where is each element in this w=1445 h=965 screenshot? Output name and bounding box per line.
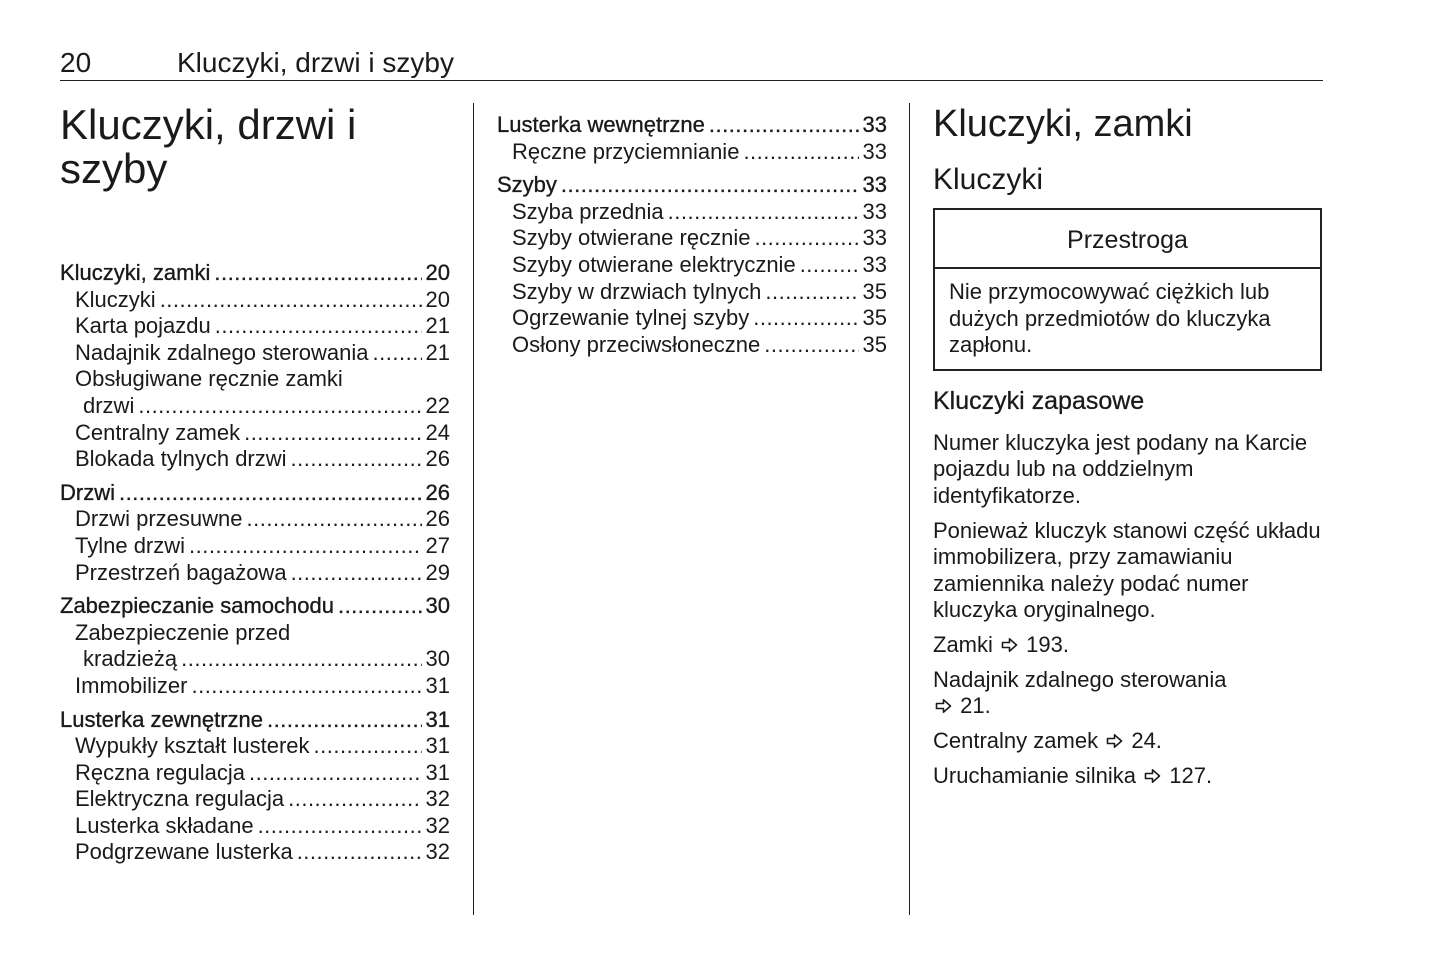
toc-page-number[interactable]: 26: [425, 446, 450, 472]
toc-entry[interactable]: [60, 760, 450, 787]
table-of-contents-left: [60, 260, 450, 866]
dot-leader: [181, 646, 421, 673]
toc-entry-label[interactable]: Lusterka składane: [75, 812, 254, 838]
toc-page-number[interactable]: 31: [425, 759, 450, 785]
toc-entry-label[interactable]: Immobilizer: [75, 672, 188, 698]
toc-entry[interactable]: [60, 707, 450, 734]
toc-page-number[interactable]: 35: [862, 331, 887, 357]
toc-entry[interactable]: [60, 646, 450, 673]
toc-entry[interactable]: [60, 340, 450, 367]
toc-entry[interactable]: [497, 225, 887, 252]
cross-reference[interactable]: [933, 632, 1333, 658]
spare-keys-heading: Kluczyki zapasowe: [933, 387, 1145, 415]
paragraph: Numer kluczyka jest podany na Karcie pojazdu lub na oddzielnym identyfikatorze.: [933, 430, 1308, 508]
toc-page-number[interactable]: 33: [862, 251, 887, 277]
dot-leader: [160, 287, 422, 314]
reference-page[interactable]: 24.: [1131, 728, 1162, 754]
dot-leader: [244, 420, 421, 447]
paragraph: Ponieważ kluczyk stanowi część układu immobilizera, przy zamawianiu zamiennika należy podać numer kluczyka oryginalnego.: [933, 517, 1321, 622]
dot-leader: [138, 393, 421, 420]
toc-entry-label[interactable]: Ręczne przyciemnianie: [512, 138, 740, 164]
toc-entry[interactable]: [60, 393, 450, 420]
dot-leader: [743, 139, 858, 166]
body-text: [933, 430, 1333, 798]
toc-page-number[interactable]: 33: [862, 225, 887, 251]
toc-page-number[interactable]: 20: [425, 260, 450, 285]
toc-entry[interactable]: [60, 560, 450, 587]
toc-page-number[interactable]: 21: [425, 339, 450, 365]
page-header: [60, 44, 1323, 81]
toc-entry[interactable]: [497, 139, 887, 166]
toc-entry-label[interactable]: Drzwi: [60, 479, 115, 505]
toc-entry[interactable]: [497, 172, 887, 199]
reference-page[interactable]: 193.: [1026, 631, 1069, 657]
dot-leader: [764, 332, 858, 359]
arrow-right-icon: [1106, 729, 1123, 745]
toc-entry-label[interactable]: Szyby otwierane elektrycznie: [512, 251, 796, 277]
column-divider: [473, 103, 474, 915]
toc-entry-label[interactable]: Podgrzewane lusterka: [75, 839, 293, 865]
toc-entry-label[interactable]: Lusterka zewnętrzne: [60, 706, 263, 732]
toc-entry-label[interactable]: Szyby: [497, 172, 557, 198]
toc-page-number[interactable]: 27: [425, 532, 450, 558]
reference-text: Centralny zamek: [933, 728, 1099, 754]
toc-page-number[interactable]: 32: [425, 839, 450, 865]
toc-entry[interactable]: [60, 673, 450, 700]
toc-entry[interactable]: [60, 593, 450, 620]
dot-leader: [561, 172, 859, 199]
reference-page[interactable]: 127.: [1169, 762, 1213, 788]
cross-reference[interactable]: [933, 667, 1333, 720]
toc-entry[interactable]: [60, 839, 450, 866]
toc-entry[interactable]: [60, 260, 450, 287]
toc-entry-label[interactable]: kradzieżą: [83, 646, 178, 672]
toc-page-number[interactable]: 32: [425, 786, 450, 812]
dot-leader: [288, 786, 421, 813]
toc-page-number[interactable]: 33: [862, 172, 887, 198]
toc-page-number[interactable]: 21: [425, 313, 450, 339]
dot-leader: [338, 593, 422, 620]
toc-entry-label[interactable]: drzwi: [83, 392, 135, 418]
toc-page-number[interactable]: 31: [425, 733, 450, 759]
section-heading: Kluczyki, zamki: [933, 103, 1193, 145]
toc-entry-label[interactable]: Blokada tylnych drzwi: [75, 446, 287, 472]
toc-entry-label[interactable]: Nadajnik zdalnego sterowania: [75, 339, 369, 365]
toc-page-number[interactable]: 33: [862, 198, 887, 224]
table-of-contents-middle: [497, 112, 887, 358]
toc-entry[interactable]: [497, 279, 887, 306]
toc-page-number[interactable]: 31: [425, 672, 450, 698]
toc-entry-label[interactable]: Elektryczna regulacja: [75, 786, 285, 812]
toc-entry[interactable]: [60, 480, 450, 507]
dot-leader: [314, 733, 422, 760]
toc-entry[interactable]: [60, 313, 450, 340]
toc-entry[interactable]: [60, 533, 450, 560]
toc-entry-label[interactable]: Karta pojazdu: [75, 313, 211, 339]
toc-page-number[interactable]: 20: [425, 286, 450, 312]
toc-page-number[interactable]: 33: [862, 138, 887, 164]
toc-entry-label[interactable]: Szyby otwierane ręcznie: [512, 225, 751, 251]
dot-leader: [267, 707, 422, 734]
toc-entry[interactable]: [497, 305, 887, 332]
reference-text: Nadajnik zdalnego sterowania: [933, 666, 1227, 692]
toc-entry-label[interactable]: Wypukły kształt lusterek: [75, 733, 310, 759]
toc-page-number[interactable]: 33: [862, 112, 887, 137]
dot-leader: [215, 313, 422, 340]
toc-page-number[interactable]: 30: [425, 646, 450, 672]
toc-entry-label[interactable]: Obsługiwane ręcznie zamki: [75, 366, 343, 392]
toc-entry-label[interactable]: Kluczyki, zamki: [60, 260, 211, 285]
toc-entry[interactable]: [60, 446, 450, 473]
reference-page[interactable]: 21.: [960, 693, 991, 719]
dot-leader: [291, 446, 422, 473]
toc-entry-label[interactable]: Kluczyki: [75, 286, 156, 312]
page-number: 20: [60, 47, 92, 78]
reference-text: Uruchamianie silnika: [933, 762, 1136, 788]
dot-leader: [247, 506, 422, 533]
dot-leader: [297, 839, 422, 866]
toc-page-number[interactable]: 31: [425, 706, 450, 732]
arrow-right-icon: [935, 694, 952, 710]
toc-entry-label[interactable]: Ogrzewanie tylnej szyby: [512, 305, 750, 331]
dot-leader: [291, 560, 422, 587]
dot-leader: [753, 305, 858, 332]
toc-page-number[interactable]: 30: [425, 593, 450, 619]
dot-leader: [373, 340, 422, 367]
toc-entry[interactable]: [60, 287, 450, 314]
arrow-right-icon: [1144, 764, 1161, 780]
toc-entry-label[interactable]: Przestrzeń bagażowa: [75, 559, 287, 585]
toc-page-number[interactable]: 32: [425, 812, 450, 838]
dot-leader: [668, 199, 859, 226]
dot-leader: [258, 813, 422, 840]
dot-leader: [191, 673, 421, 700]
toc-entry[interactable]: [60, 506, 450, 533]
toc-page-number[interactable]: 24: [425, 419, 450, 445]
cross-reference[interactable]: [933, 728, 1333, 754]
header-title: Kluczyki, drzwi i szyby: [177, 47, 454, 78]
toc-entry-label[interactable]: Zabezpieczanie samochodu: [60, 593, 334, 619]
subsection-heading: Kluczyki: [933, 163, 1044, 196]
toc-entry[interactable]: [497, 332, 887, 359]
toc-entry[interactable]: [60, 813, 450, 840]
dot-leader: [249, 760, 422, 787]
dot-leader: [765, 279, 858, 306]
dot-leader: [214, 260, 421, 287]
toc-page-number[interactable]: 26: [425, 479, 450, 505]
toc-entry-line[interactable]: [60, 366, 450, 393]
dot-leader: [754, 225, 858, 252]
toc-entry-label[interactable]: Tylne drzwi: [75, 532, 186, 558]
dot-leader: [189, 533, 421, 560]
cross-reference[interactable]: [933, 763, 1333, 789]
dot-leader: [709, 112, 859, 139]
toc-entry[interactable]: [60, 786, 450, 813]
toc-entry-label[interactable]: Osłony przeciwsłoneczne: [512, 331, 761, 357]
toc-entry-label[interactable]: Ręczna regulacja: [75, 759, 245, 785]
toc-entry-label[interactable]: Zabezpieczenie przed: [75, 619, 291, 645]
toc-entry[interactable]: [497, 199, 887, 226]
caution-box: [933, 208, 1322, 371]
toc-entry-label[interactable]: Drzwi przesuwne: [75, 506, 243, 532]
toc-entry-label[interactable]: Lusterka wewnętrzne: [497, 112, 705, 137]
caution-text: Nie przymocowywać ciężkich lub dużych przedmiotów do kluczyka zapłonu.: [949, 279, 1271, 357]
toc-entry-label[interactable]: Centralny zamek: [75, 419, 241, 445]
toc-page-number[interactable]: 22: [425, 392, 450, 418]
dot-leader: [800, 252, 859, 279]
caution-title: Przestroga: [935, 210, 1320, 269]
arrow-right-icon: [1001, 633, 1018, 649]
reference-text: Zamki: [933, 631, 993, 657]
chapter-title: Kluczyki, drzwi i szyby: [60, 101, 357, 192]
toc-entry[interactable]: [497, 112, 887, 139]
toc-entry[interactable]: [497, 252, 887, 279]
toc-page-number[interactable]: 26: [425, 506, 450, 532]
toc-page-number[interactable]: 35: [862, 305, 887, 331]
toc-page-number[interactable]: 35: [862, 278, 887, 304]
dot-leader: [119, 480, 422, 507]
toc-entry-label[interactable]: Szyba przednia: [512, 198, 664, 224]
toc-entry-line[interactable]: [60, 620, 450, 647]
toc-entry[interactable]: [60, 420, 450, 447]
toc-entry-label[interactable]: Szyby w drzwiach tylnych: [512, 278, 762, 304]
toc-page-number[interactable]: 29: [425, 559, 450, 585]
column-divider: [909, 103, 910, 915]
toc-entry[interactable]: [60, 733, 450, 760]
